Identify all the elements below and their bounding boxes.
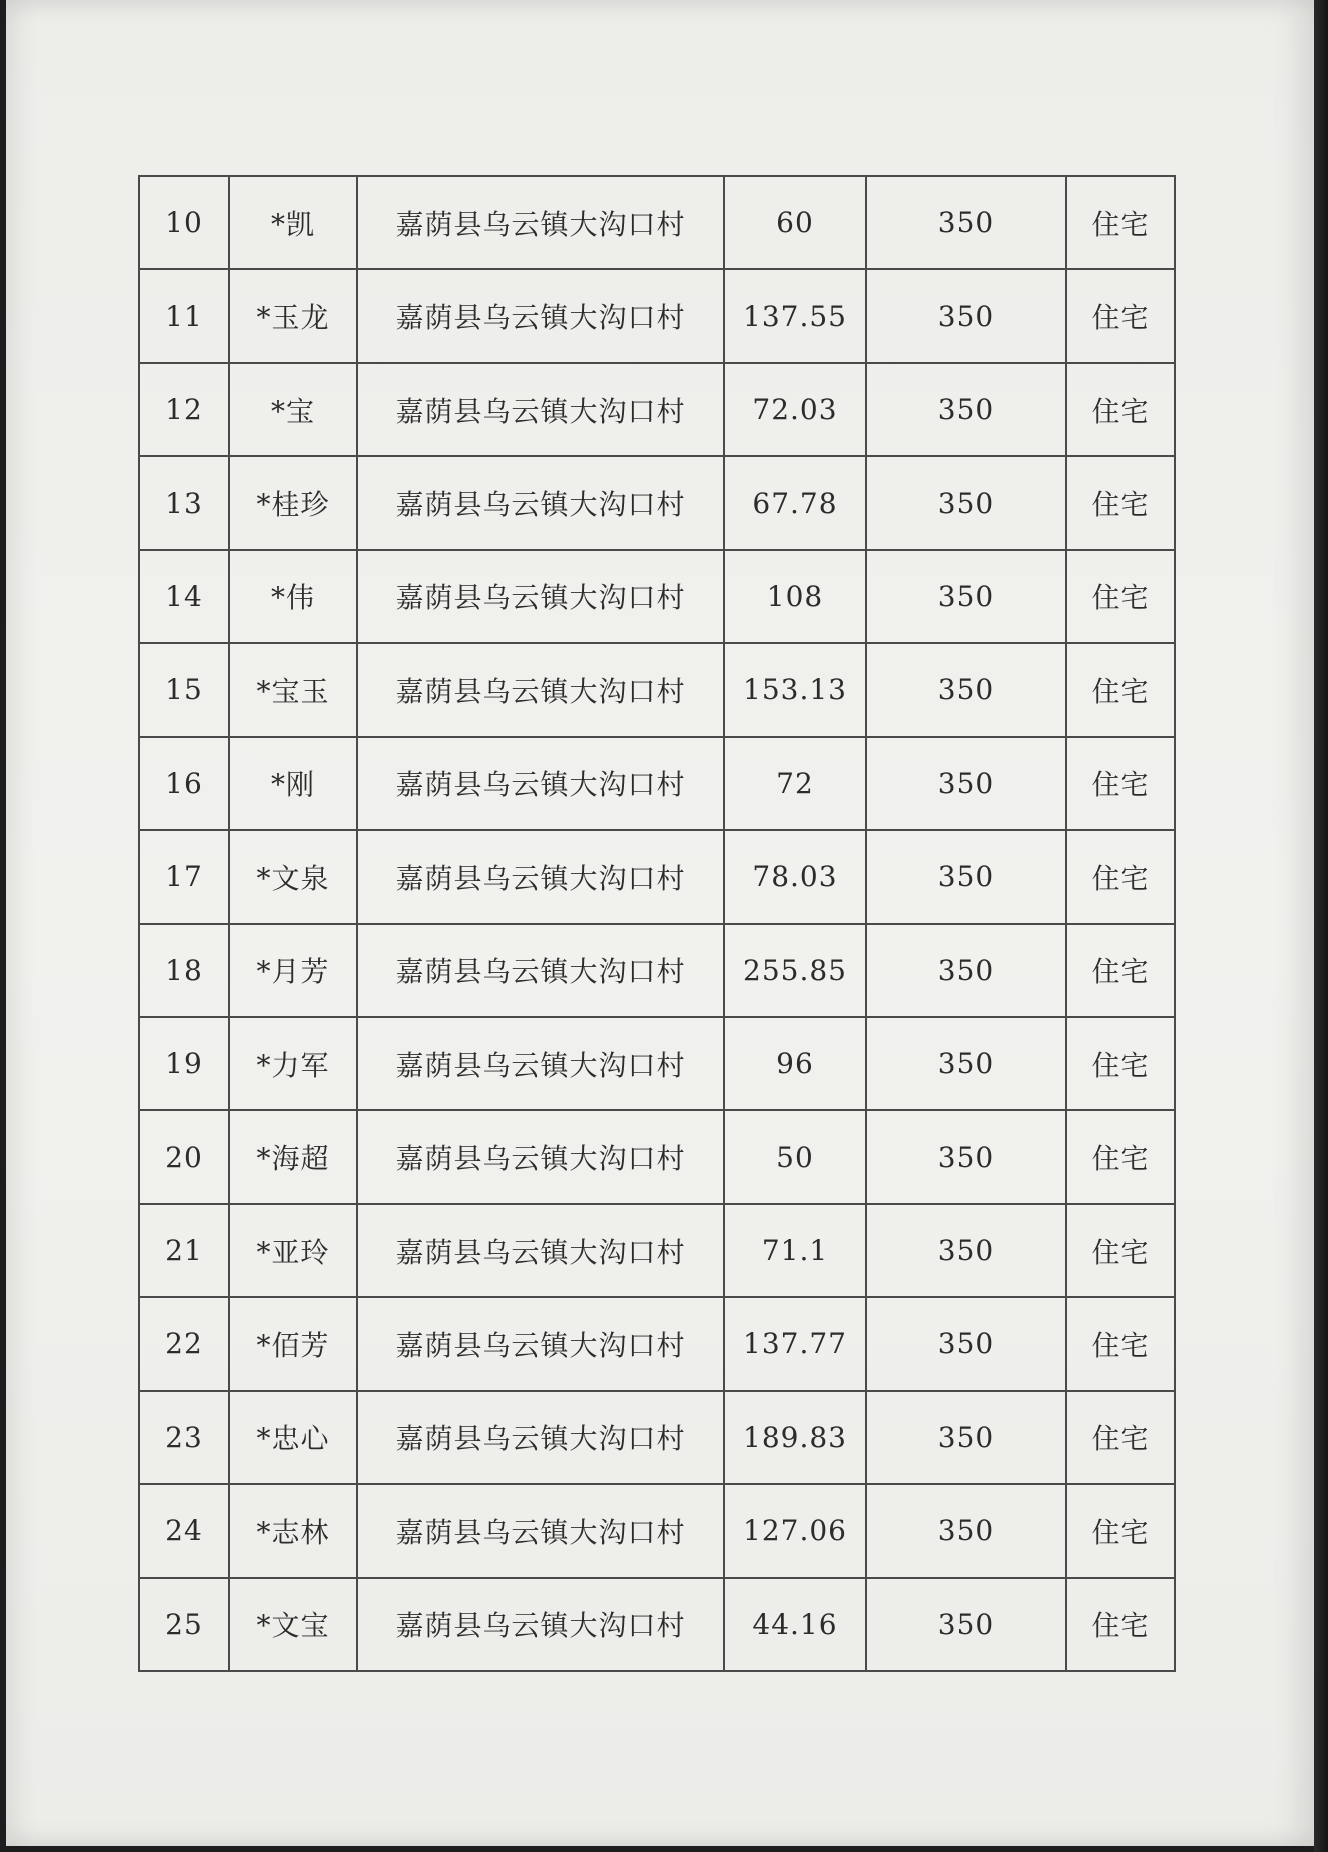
table-row bbox=[139, 643, 1175, 736]
standard-value: 350 bbox=[866, 363, 1066, 456]
row-number: 23 bbox=[139, 1391, 229, 1484]
owner-name: *佰芳 bbox=[229, 1297, 357, 1390]
owner-name: *宝 bbox=[229, 363, 357, 456]
address: 嘉荫县乌云镇大沟口村 bbox=[357, 924, 724, 1017]
standard-value: 350 bbox=[866, 1391, 1066, 1484]
table-row bbox=[139, 1110, 1175, 1203]
land-use: 住宅 bbox=[1066, 924, 1175, 1017]
address: 嘉荫县乌云镇大沟口村 bbox=[357, 1204, 724, 1297]
address: 嘉荫县乌云镇大沟口村 bbox=[357, 1297, 724, 1390]
area: 78.03 bbox=[724, 830, 866, 923]
standard-value: 350 bbox=[866, 176, 1066, 269]
address: 嘉荫县乌云镇大沟口村 bbox=[357, 1391, 724, 1484]
area: 60 bbox=[724, 176, 866, 269]
address: 嘉荫县乌云镇大沟口村 bbox=[357, 176, 724, 269]
table-row bbox=[139, 176, 1175, 269]
owner-name: *刚 bbox=[229, 737, 357, 830]
owner-name: *海超 bbox=[229, 1110, 357, 1203]
table-row bbox=[139, 1391, 1175, 1484]
table-row bbox=[139, 1017, 1175, 1110]
row-number: 22 bbox=[139, 1297, 229, 1390]
land-use: 住宅 bbox=[1066, 269, 1175, 362]
row-number: 17 bbox=[139, 830, 229, 923]
address: 嘉荫县乌云镇大沟口村 bbox=[357, 830, 724, 923]
row-number: 19 bbox=[139, 1017, 229, 1110]
address: 嘉荫县乌云镇大沟口村 bbox=[357, 1484, 724, 1577]
table-row bbox=[139, 550, 1175, 643]
standard-value: 350 bbox=[866, 456, 1066, 549]
standard-value: 350 bbox=[866, 1017, 1066, 1110]
area: 153.13 bbox=[724, 643, 866, 736]
land-use: 住宅 bbox=[1066, 1297, 1175, 1390]
land-use: 住宅 bbox=[1066, 830, 1175, 923]
standard-value: 350 bbox=[866, 550, 1066, 643]
owner-name: *伟 bbox=[229, 550, 357, 643]
owner-name: *亚玲 bbox=[229, 1204, 357, 1297]
table-row bbox=[139, 456, 1175, 549]
owner-name: *文泉 bbox=[229, 830, 357, 923]
area: 137.77 bbox=[724, 1297, 866, 1390]
row-number: 15 bbox=[139, 643, 229, 736]
area: 71.1 bbox=[724, 1204, 866, 1297]
area: 72.03 bbox=[724, 363, 866, 456]
area: 127.06 bbox=[724, 1484, 866, 1577]
address: 嘉荫县乌云镇大沟口村 bbox=[357, 1578, 724, 1671]
table-row bbox=[139, 924, 1175, 1017]
row-number: 10 bbox=[139, 176, 229, 269]
standard-value: 350 bbox=[866, 1110, 1066, 1203]
standard-value: 350 bbox=[866, 924, 1066, 1017]
row-number: 12 bbox=[139, 363, 229, 456]
address: 嘉荫县乌云镇大沟口村 bbox=[357, 1110, 724, 1203]
owner-name: *凯 bbox=[229, 176, 357, 269]
land-use: 住宅 bbox=[1066, 1484, 1175, 1577]
row-number: 20 bbox=[139, 1110, 229, 1203]
owner-name: *玉龙 bbox=[229, 269, 357, 362]
land-use: 住宅 bbox=[1066, 1110, 1175, 1203]
table-row bbox=[139, 830, 1175, 923]
owner-name: *忠心 bbox=[229, 1391, 357, 1484]
address: 嘉荫县乌云镇大沟口村 bbox=[357, 363, 724, 456]
table-row bbox=[139, 363, 1175, 456]
land-use: 住宅 bbox=[1066, 363, 1175, 456]
address: 嘉荫县乌云镇大沟口村 bbox=[357, 737, 724, 830]
address: 嘉荫县乌云镇大沟口村 bbox=[357, 643, 724, 736]
land-use-table bbox=[138, 175, 1176, 1672]
owner-name: *力军 bbox=[229, 1017, 357, 1110]
land-use: 住宅 bbox=[1066, 737, 1175, 830]
owner-name: *文宝 bbox=[229, 1578, 357, 1671]
standard-value: 350 bbox=[866, 269, 1066, 362]
paper-sheet bbox=[6, 0, 1318, 1846]
land-use: 住宅 bbox=[1066, 1017, 1175, 1110]
owner-name: *宝玉 bbox=[229, 643, 357, 736]
land-use: 住宅 bbox=[1066, 1204, 1175, 1297]
area: 189.83 bbox=[724, 1391, 866, 1484]
owner-name: *月芳 bbox=[229, 924, 357, 1017]
land-use: 住宅 bbox=[1066, 456, 1175, 549]
standard-value: 350 bbox=[866, 643, 1066, 736]
address: 嘉荫县乌云镇大沟口村 bbox=[357, 456, 724, 549]
row-number: 24 bbox=[139, 1484, 229, 1577]
owner-name: *桂珍 bbox=[229, 456, 357, 549]
standard-value: 350 bbox=[866, 830, 1066, 923]
standard-value: 350 bbox=[866, 1297, 1066, 1390]
standard-value: 350 bbox=[866, 1578, 1066, 1671]
standard-value: 350 bbox=[866, 737, 1066, 830]
address: 嘉荫县乌云镇大沟口村 bbox=[357, 550, 724, 643]
address: 嘉荫县乌云镇大沟口村 bbox=[357, 1017, 724, 1110]
area: 137.55 bbox=[724, 269, 866, 362]
land-use: 住宅 bbox=[1066, 176, 1175, 269]
standard-value: 350 bbox=[866, 1204, 1066, 1297]
row-number: 21 bbox=[139, 1204, 229, 1297]
area: 44.16 bbox=[724, 1578, 866, 1671]
row-number: 18 bbox=[139, 924, 229, 1017]
area: 72 bbox=[724, 737, 866, 830]
area: 50 bbox=[724, 1110, 866, 1203]
row-number: 13 bbox=[139, 456, 229, 549]
owner-name: *志林 bbox=[229, 1484, 357, 1577]
table-row bbox=[139, 737, 1175, 830]
table-row bbox=[139, 1484, 1175, 1577]
table-row bbox=[139, 1297, 1175, 1390]
row-number: 25 bbox=[139, 1578, 229, 1671]
table-row bbox=[139, 269, 1175, 362]
dark-edge bbox=[1314, 0, 1328, 1852]
row-number: 11 bbox=[139, 269, 229, 362]
row-number: 14 bbox=[139, 550, 229, 643]
table-row bbox=[139, 1578, 1175, 1671]
land-use: 住宅 bbox=[1066, 643, 1175, 736]
area: 96 bbox=[724, 1017, 866, 1110]
address: 嘉荫县乌云镇大沟口村 bbox=[357, 269, 724, 362]
land-use: 住宅 bbox=[1066, 550, 1175, 643]
area: 255.85 bbox=[724, 924, 866, 1017]
area: 67.78 bbox=[724, 456, 866, 549]
row-number: 16 bbox=[139, 737, 229, 830]
land-use: 住宅 bbox=[1066, 1391, 1175, 1484]
table-row bbox=[139, 1204, 1175, 1297]
area: 108 bbox=[724, 550, 866, 643]
land-use: 住宅 bbox=[1066, 1578, 1175, 1671]
standard-value: 350 bbox=[866, 1484, 1066, 1577]
